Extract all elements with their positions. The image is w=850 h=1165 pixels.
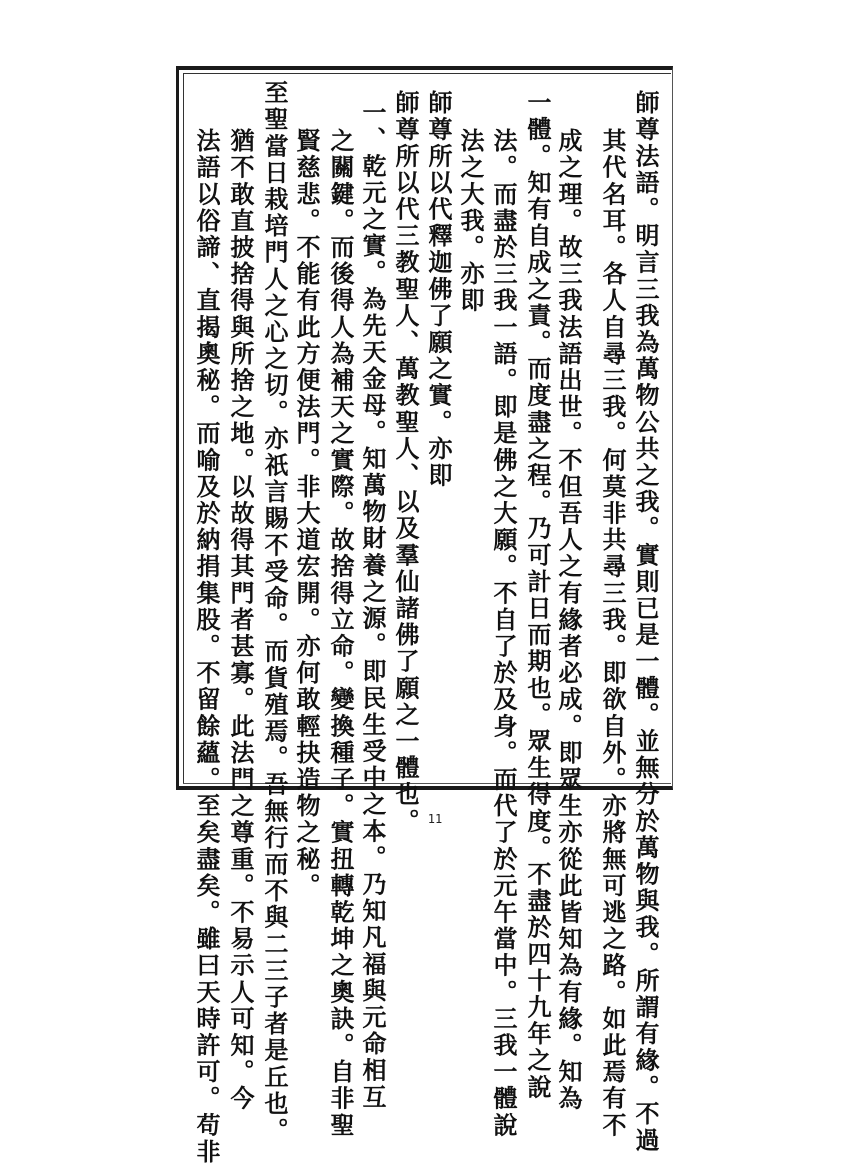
text-column-9: 一、乾元之實。為先天金母。知萬物財養之源。即民生受中之本。乃知凡福與元命相互 [358,100,387,1111]
section-heading-2: 師尊所以代三教聖人、萬教聖人、以及羣仙諸佛了願之一體也。 [391,90,420,835]
inner-rule-top [183,73,671,74]
text-column-10: 之關鍵。而後得人為補天之實際。故捨得立命。變換種子。實扭轉乾坤之奧訣。自非聖 [326,128,355,1139]
page-number: 11 [427,812,443,826]
text-column-13: 猶不敢直披捨得與所捨之地。以故得其門者甚寡。此法門之尊重。不易示人可知。今 [226,128,255,1113]
inner-rule-left [183,73,184,783]
text-column-4: 一體。知有自成之責。而度盡之程。乃可計日而期也。眾生得度。不盡於四十九年之說 [523,90,552,1101]
text-column-12: 至聖當日栽培門人之心之切。亦祇言賜不受命。而貨殖焉。吾無行而不與二三子者是丘也。 [260,80,289,1144]
text-column-2: 其代名耳。各人自尋三我。何莫非共尋三我。即欲自外。亦將無可逃之路。如此焉有不 [598,128,627,1139]
text-column-14: 法語以俗諦、直揭奧秘。而喻及於納捐集股。不留餘蘊。至矣盡矣。雖曰天時許可。苟非 [192,128,221,1165]
text-column-6: 法之大我。亦即 [456,128,485,315]
text-column-1: 師尊法語。明言三我為萬物公共之我。實則已是一體。並無分於萬物與我。所謂有緣。不過 [631,90,660,1154]
section-heading-1: 師尊所以代釋迦佛了願之實。亦即 [424,90,453,489]
text-column-11: 賢慈悲。不能有此方便法門。非大道宏開。亦何敢輕抉造物之秘。 [292,128,321,900]
text-column-5: 法。而盡於三我一語。即是佛之大願。不自了於及身。而代了於元午當中。三我一體說 [489,128,518,1139]
text-column-3: 成之理。故三我法語出世。不但吾人之有緣者必成。即眾生亦從此皆知為有緣。知為 [554,128,583,1113]
